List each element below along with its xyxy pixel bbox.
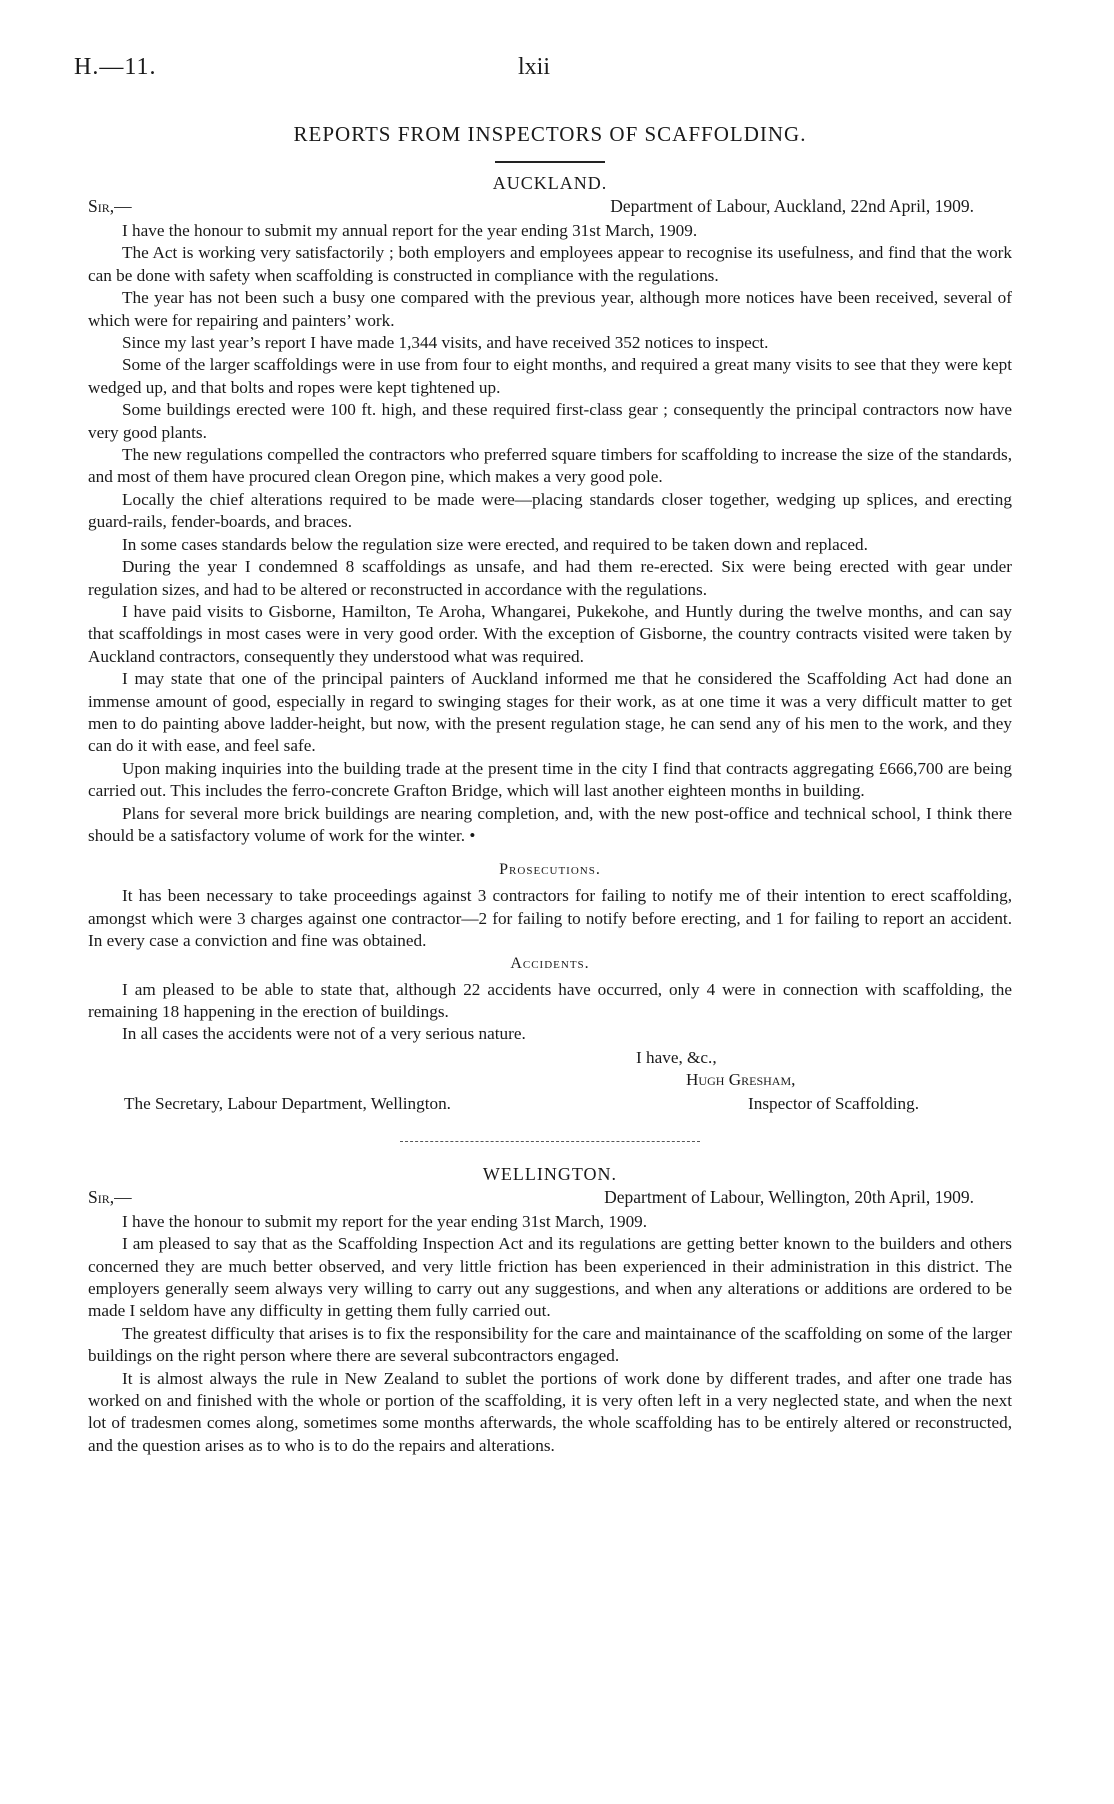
page-number: lxii	[518, 54, 551, 80]
paragraph: I have paid visits to Gisborne, Hamilton, Te Aroha, Whangarei, Pukekohe, and Huntly during the twelve months, and can say that scaffoldings in most cases were in very good order. With the exception of Gisborne, the country contracts visited were taken by Auckland contractors, consequently they understood what was required.	[88, 601, 1012, 666]
paragraph: Since my last year’s report I have made 1,344 visits, and have received 352 notices to inspect.	[122, 333, 769, 353]
paragraph: I have the honour to submit my report for the year ending 31st March, 1909.	[122, 1211, 648, 1231]
paragraph: The new regulations compelled the contractors who preferred square timbers for scaffolding to increase the size of the standards, and most of them have procured clean Oregon pine, which makes a very good pole.	[88, 445, 1012, 487]
paragraph: The Act is working very satisfactorily ; both employers and employees appear to recognise its usefulness, and find that the work can be done with safety when scaffolding is constructed in compliance with the regulations.	[88, 243, 1012, 285]
paragraph: Locally the chief alterations required to be made were—placing standards closer together, wedging up splices, and erecting guard-rails, fender-boards, and braces.	[88, 489, 1012, 532]
wellington-report	[88, 1164, 1012, 1457]
dateline-row	[88, 1187, 1012, 1211]
signature-block	[88, 1047, 1012, 1117]
paragraph: During the year I condemned 8 scaffoldings as unsafe, and had them re-erected. Six were being erected with gear under regulation sizes, and had to be altered or reconstructed in accordance with the regulations.	[88, 557, 1012, 599]
document-code: H.—11.	[74, 54, 157, 80]
document-page	[74, 40, 1012, 1457]
paragraph: In some cases standards below the regulation size were erected, and required to be taken down and replaced.	[122, 534, 868, 554]
page-header	[74, 40, 1012, 84]
dateline: Department of Labour, Wellington, 20th April, 1909.	[604, 1186, 974, 1207]
paragraph: The year has not been such a busy one compared with the previous year, although more notices have been received, several of which were for repairing and painters’ work.	[88, 288, 1012, 330]
accidents-paragraph: I am pleased to be able to state that, although 22 accidents have occurred, only 4 were in connection with scaffolding, the remaining 18 happening in the erection of buildings.	[88, 979, 1012, 1021]
prosecutions-heading: Prosecutions.	[499, 861, 601, 879]
paragraph: I may state that one of the principal painters of Auckland informed me that he considered the Scaffolding Act had done an immense amount of good, especially in regard to swinging stages for their work, as at one time it was a very difficult matter to get men to do painting above ladder-height, but now, with the present regulation stage, he can send any of his men to the work, and they can do it with ease, and feel safe.	[88, 669, 1012, 756]
accidents-heading: Accidents.	[510, 954, 590, 972]
dateline: Department of Labour, Auckland, 22nd April, 1909.	[610, 196, 974, 216]
signatory-title: Inspector of Scaffolding.	[748, 1093, 920, 1113]
salutation: Sir,—	[88, 1186, 132, 1207]
prosecutions-paragraph: It has been necessary to take proceedings against 3 contractors for failing to notify me of their intention to erect scaffolding, amongst which were 3 charges against one contractor—2 for failing to notify before erecting, and 1 for failing to report an accident. In every case a conviction and fine was obtained.	[88, 886, 1012, 951]
paragraph: Some of the larger scaffoldings were in use from four to eight months, and required a great many visits to see that they were kept wedged up, and that bolts and ropes were kept tightened up.	[88, 355, 1012, 397]
signatory-name: Hugh Gresham,	[686, 1069, 796, 1089]
salutation: Sir,—	[88, 196, 132, 216]
paragraph: It is almost always the rule in New Zealand to sublet the portions of work done by different trades, and after one trade has worked on and finished with the whole or portion of the scaffolding, it is very often left in a very neglected state, and when the next lot of tradesmen comes along, sometimes some months afterwards, the whole scaffolding has to be entirely altered or reconstructed, and the question arises as to who is to do the repairs and alterations.	[88, 1368, 1012, 1455]
dateline-row	[88, 196, 1012, 220]
page-title: REPORTS FROM INSPECTORS OF SCAFFOLDING.	[293, 122, 807, 146]
paragraph: Some buildings erected were 100 ft. high, and these required first-class gear ; consequently the principal contractors now have very good plants.	[88, 400, 1012, 442]
section-heading-wellington: WELLINGTON.	[482, 1163, 618, 1184]
title-rule	[495, 161, 605, 163]
paragraph: I am pleased to say that as the Scaffolding Inspection Act and its regulations are getting better known to the builders and others concerned they are much better observed, and very little friction has been experienced in their administration in this district. The employers generally seem always very willing to carry out any suggestions, and when any alterations or additions are ordered to be made I seldom have any difficulty in getting them fully carried out.	[88, 1234, 1012, 1321]
accidents-paragraph: In all cases the accidents were not of a very serious nature.	[122, 1024, 526, 1044]
paragraph: Plans for several more brick buildings are nearing completion, and, with the new post-office and technical school, I think there should be a satisfactory volume of work for the winter. •	[88, 803, 1012, 845]
paragraph: The greatest difficulty that arises is to fix the responsibility for the care and maintainance of the scaffolding on some of the larger buildings on the right person where there are several subcontractors engaged.	[88, 1323, 1012, 1366]
paragraph: I have the honour to submit my annual report for the year ending 31st March, 1909.	[122, 221, 698, 240]
section-divider	[400, 1141, 700, 1142]
addressee: The Secretary, Labour Department, Wellington.	[124, 1093, 451, 1113]
section-heading-auckland: AUCKLAND.	[492, 173, 608, 193]
closing: I have, &c.,	[636, 1047, 717, 1067]
paragraph: Upon making inquiries into the building trade at the present time in the city I find that contracts aggregating £666,700 are being carried out. This includes the ferro-concrete Grafton Bridge, which will last another eighteen months in building.	[88, 758, 1012, 801]
auckland-report	[88, 173, 1012, 1117]
